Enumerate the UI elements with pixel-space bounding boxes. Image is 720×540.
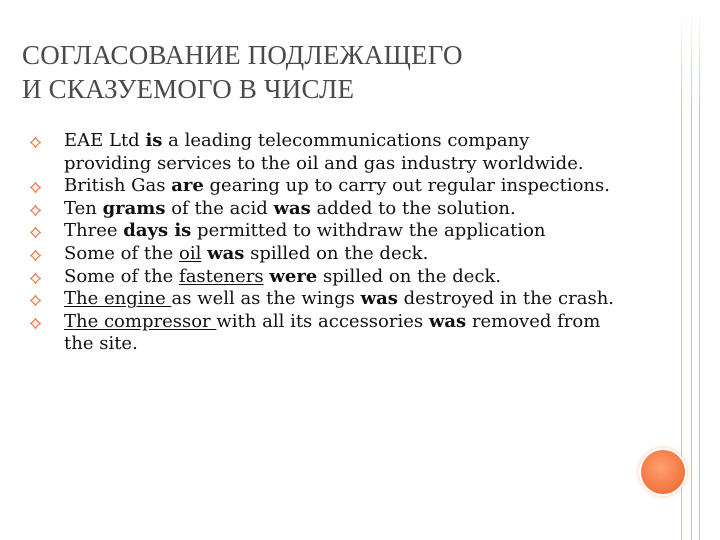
bullet-text: destroyed in the crash. [397, 288, 615, 310]
bullet-item [30, 311, 620, 356]
diamond-flower-bullet-icon [30, 273, 41, 284]
bullet-text: of the acid [165, 197, 274, 219]
bullet-item [30, 130, 620, 175]
bold-text: is [145, 130, 163, 151]
bullet-item [30, 288, 620, 311]
bold-text: are [171, 175, 204, 197]
underlined-text: The engine [64, 288, 172, 310]
bullet-text: a leading telecommunications company providing services to the oil and gas industry worldwide. [64, 130, 584, 174]
diamond-flower-bullet-icon [30, 318, 41, 329]
slide-title-line-2: И СКАЗУЕМОГО В ЧИСЛЕ [22, 74, 355, 104]
bold-text: was [207, 242, 245, 264]
bold-text: was [273, 197, 311, 219]
bullet-text: EAE Ltd [64, 130, 146, 151]
bullet-item [30, 243, 620, 266]
bullet-item [30, 198, 620, 221]
bullet-text: Some of the [64, 265, 180, 287]
bullet-text: as well as the wings [171, 288, 361, 310]
bold-text: was [428, 310, 467, 332]
orange-circle-decoration [641, 450, 685, 494]
diamond-flower-bullet-icon [30, 227, 41, 238]
bullet-item [30, 175, 620, 198]
underlined-text: oil [179, 242, 202, 264]
diamond-flower-bullet-icon [30, 205, 41, 216]
bold-text: was [360, 288, 398, 310]
diamond-flower-bullet-icon [30, 295, 41, 306]
bullet-text: British Gas [64, 175, 172, 197]
bold-text: grams [102, 197, 166, 219]
bullet-list [30, 130, 620, 356]
diamond-flower-bullet-icon [30, 137, 41, 148]
bullet-text: removed from the site. [64, 310, 601, 355]
diamond-flower-bullet-icon [30, 182, 41, 193]
bullet-text: Ten [64, 197, 103, 219]
frame-fade [680, 0, 702, 110]
diamond-flower-bullet-icon [30, 250, 41, 261]
underlined-text: The compressor [64, 310, 217, 332]
bullet-text: Some of the [64, 242, 180, 264]
bullet-text: Three [64, 220, 124, 242]
bullet-text: spilled on the deck. [317, 265, 502, 287]
bullet-text: gearing up to carry out regular inspections. [203, 175, 610, 197]
bullet-text: permitted to withdraw the application [191, 220, 546, 242]
slide-title-line-1: СОГЛАСОВАНИЕ ПОДЛЕЖАЩЕГО [22, 40, 463, 70]
bullet-text: added to the solution. [310, 197, 516, 219]
underlined-text: fasteners [179, 265, 264, 287]
slide-title [22, 38, 642, 106]
bullet-item [30, 220, 620, 243]
bullet-item [30, 266, 620, 289]
bold-text: days is [123, 220, 192, 242]
bullet-text: with all its accessories [216, 310, 429, 332]
bullet-text: spilled on the deck. [244, 242, 429, 264]
bold-text: were [269, 265, 318, 287]
